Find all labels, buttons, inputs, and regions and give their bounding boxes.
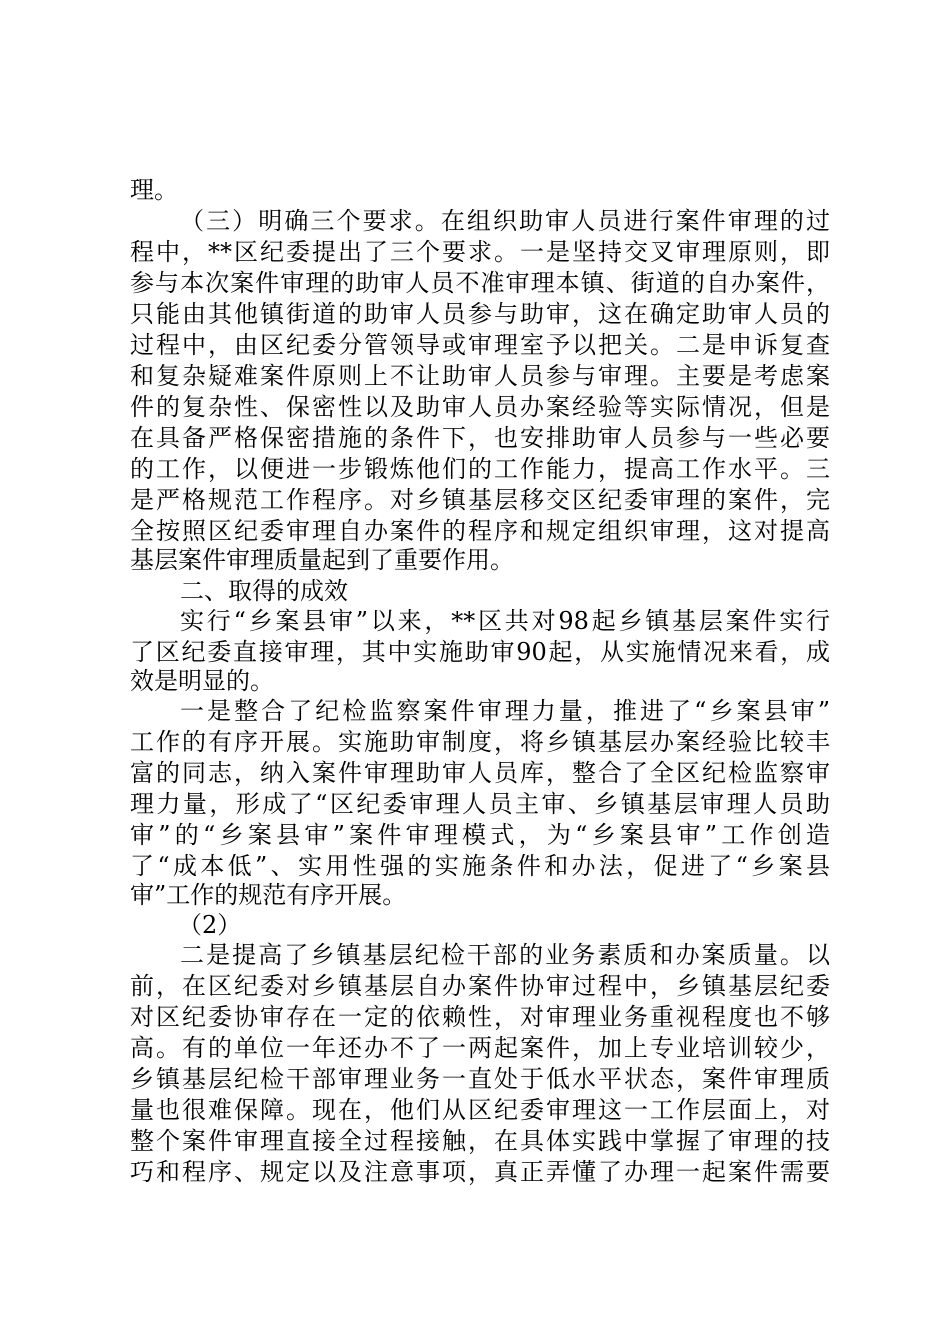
text-line: 全按照区纪委审理自办案件的程序和规定组织审理，这对提高 [130,517,830,545]
page-marker: （2） [178,911,242,939]
text-line: 理。 [130,176,178,204]
text-line: 巧和程序、规定以及注意事项，真正弄懂了办理一起案件需要 [130,1158,830,1186]
text-line: 富的同志，纳入案件审理助审人员库，整合了全区纪检监察审 [130,759,830,787]
text-line: 工作的有序开展。实施助审制度，将乡镇基层办案经验比较丰 [130,728,830,756]
text-line: 审”的“乡案县审”案件审理模式，为“乡案县审”工作创造 [130,821,830,849]
text-line: 量也很难保障。现在，他们从区纪委审理这一工作层面上，对 [130,1096,830,1124]
text-line: 程中，**区纪委提出了三个要求。一是坚持交叉审理原则，即 [130,238,830,266]
text-line: 参与本次案件审理的助审人员不准审理本镇、街道的自办案件， [130,269,830,297]
text-line: 对区纪委协审存在一定的依赖性，对审理业务重视程度也不够 [130,1003,830,1031]
text-line: （三）明确三个要求。在组织助审人员进行案件审理的过 [180,207,830,235]
text-line: 过程中，由区纪委分管领导或审理室予以把关。二是申诉复查 [130,331,830,359]
text-line: 整个案件审理直接全过程接触，在具体实践中掌握了审理的技 [130,1127,830,1155]
text-line: 理力量，形成了“区纪委审理人员主审、乡镇基层审理人员助 [130,790,830,818]
text-line: 乡镇基层纪检干部审理业务一直处于低水平状态，案件审理质 [130,1065,830,1093]
text-line: 审”工作的规范有序开展。 [130,881,407,909]
text-line: 只能由其他镇街道的助审人员参与助审，这在确定助审人员的 [130,300,830,328]
text-line: 实行“乡案县审”以来，**区共对98起乡镇基层案件实行 [180,607,830,635]
text-line: 了区纪委直接审理，其中实施助审90起，从实施情况来看，成 [130,638,830,666]
text-line: 件的复杂性、保密性以及助审人员办案经验等实际情况，但是 [130,393,830,421]
section-heading: 二、取得的成效 [180,577,348,605]
text-line: 在具备严格保密措施的条件下，也安排助审人员参与一些必要 [130,424,830,452]
text-line: 高。有的单位一年还办不了一两起案件，加上专业培训较少， [130,1034,830,1062]
text-line: 了“成本低”、实用性强的实施条件和办法，促进了“乡案县 [130,852,830,880]
text-line: 基层案件审理质量起到了重要作用。 [130,546,514,574]
text-line: 前，在区纪委对乡镇基层自办案件协审过程中，乡镇基层纪委 [130,972,830,1000]
text-line: 的工作，以便进一步锻炼他们的工作能力，提高工作水平。三 [130,455,830,483]
text-line: 效是明显的。 [130,667,274,695]
text-line: 是严格规范工作程序。对乡镇基层移交区纪委审理的案件，完 [130,486,830,514]
text-line: 一是整合了纪检监察案件审理力量，推进了“乡案县审” [180,697,830,725]
text-line: 二是提高了乡镇基层纪检干部的业务素质和办案质量。以 [180,941,830,969]
text-line: 和复杂疑难案件原则上不让助审人员参与审理。主要是考虑案 [130,362,830,390]
